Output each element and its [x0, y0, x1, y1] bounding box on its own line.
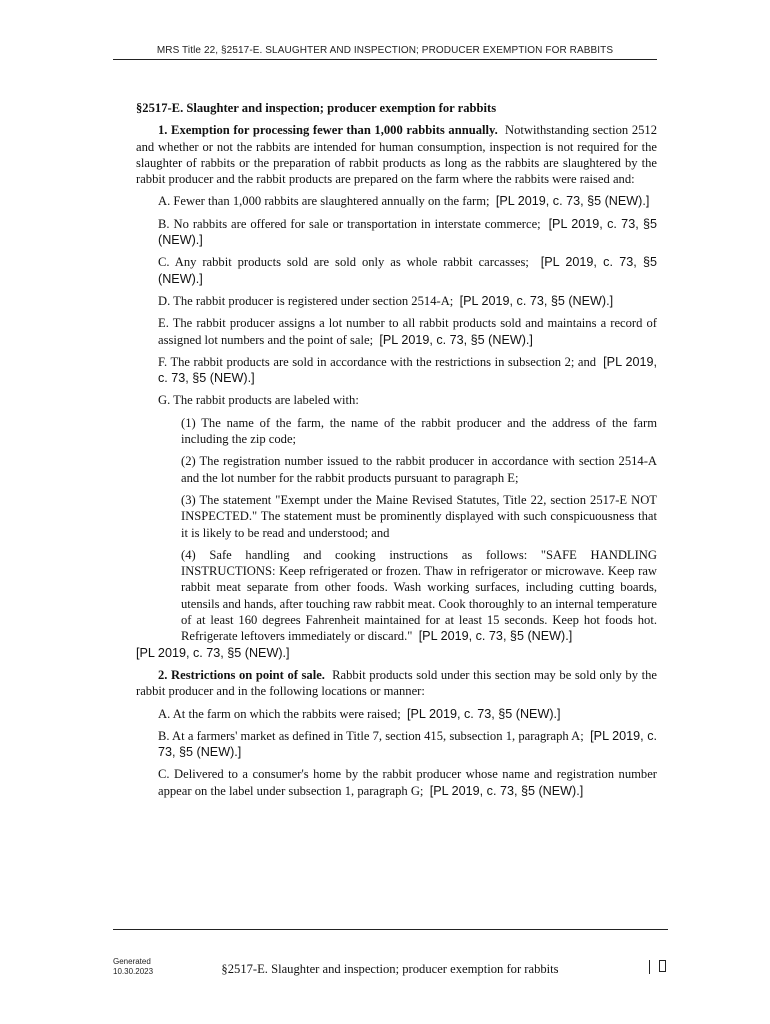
paragraph-1b — [158, 216, 657, 249]
generated-label: Generated — [113, 957, 151, 966]
paragraph-1a — [158, 193, 657, 209]
running-header: MRS Title 22, §2517-E. SLAUGHTER AND INSPECTION; PRODUCER EXEMPTION FOR RABBITS — [156, 45, 614, 56]
history-note: [PL 2019, c. 73, §5 (NEW).] — [136, 645, 290, 660]
paragraph-2b — [158, 728, 657, 761]
paragraph-1e — [158, 315, 657, 348]
paragraph-text: D. The rabbit producer is registered under section 2514-A; — [158, 293, 454, 308]
history-note: [PL 2019, c. 73, §5 (NEW).] — [158, 728, 658, 760]
footer-title: §2517-E. Slaughter and inspection; producer exemption for rabbits — [221, 962, 559, 976]
subsection-2-text: Rabbit products sold under this section may be sold only by the rabbit producer and in the following locations or manner: — [136, 667, 657, 699]
header-rule — [113, 59, 657, 60]
paragraph-1f — [158, 354, 657, 387]
paragraph-text: C. Delivered to a consumer's home by the rabbit producer whose name and registration number appear on the label under subsection 1, paragraph G; — [158, 767, 657, 798]
paragraph-text: E. The rabbit producer assigns a lot number to all rabbit products sold and maintains a record of assigned lot numbers and the point of sale; — [158, 316, 657, 347]
paragraph-text: B. At a farmers' market as defined in Title 7, section 415, subsection 1, paragraph A; — [158, 728, 584, 743]
generated-date: 10.30.2023 — [113, 967, 154, 976]
page-marker-icon — [649, 959, 669, 975]
history-note: [PL 2019, c. 73, §5 (NEW).] — [158, 354, 658, 386]
paragraph-1g — [158, 392, 657, 408]
subparagraph-text: (2) The registration number issued to the rabbit producer in accordance with section 2514-A and the lot number for the rabbit products pursuant to paragraph E; — [181, 454, 657, 485]
subsection-1-heading: 1. Exemption for processing fewer than 1,000 rabbits annually. — [158, 123, 498, 138]
history-note: [PL 2019, c. 73, §5 (NEW).] — [459, 293, 614, 308]
history-note: [PL 2019, c. 73, §5 (NEW).] — [158, 255, 657, 286]
subsection-1 — [136, 122, 657, 187]
history-note: [PL 2019, c. 73, §5 (NEW).] — [495, 194, 650, 209]
subparagraph-1 — [181, 415, 657, 448]
paragraph-text: F. The rabbit products are sold in accordance with the restrictions in subsection 2; and — [158, 354, 597, 369]
history-note: [PL 2019, c. 73, §5 (NEW).] — [379, 332, 533, 347]
generated-stamp — [113, 957, 153, 977]
paragraph-text: G. The rabbit products are labeled with: — [158, 393, 359, 408]
subsection-1-history — [136, 645, 657, 661]
page-glyph-icon — [659, 960, 666, 972]
document-body — [136, 100, 657, 799]
paragraph-text: A. At the farm on which the rabbits were raised; — [158, 706, 401, 721]
history-note: [PL 2019, c. 73, §5 (NEW).] — [158, 216, 657, 248]
subparagraph-text: (1) The name of the farm, the name of the rabbit producer and the address of the farm including the zip code; — [181, 415, 657, 447]
paragraph-text: C. Any rabbit products sold are sold only as whole rabbit carcasses; — [158, 255, 529, 270]
subparagraph-text: (3) The statement "Exempt under the Maine Revised Statutes, Title 22, section 2517-E NOT INSPECTED." The statement must be prominently displayed with such conspicuousness that it is likely to be read and understood; and — [181, 492, 657, 540]
paragraph-1c — [158, 254, 657, 287]
subparagraph-2 — [181, 453, 657, 486]
paragraph-text: A. Fewer than 1,000 rabbits are slaughtered annually on the farm; — [158, 194, 490, 209]
paragraph-2c — [158, 766, 657, 799]
subsection-1-text: Notwithstanding section 2512 and whether or not the rabbits are intended for human consumption, inspection is not required for the slaughter of rabbits or the preparation of rabbit products as long as the rabbits are slaughtered by the rabbit producer and the rabbit products are prepared on the farm where the rabbits were raised and: — [136, 123, 658, 187]
page-divider — [649, 960, 650, 974]
history-note: [PL 2019, c. 73, §5 (NEW).] — [407, 706, 561, 721]
paragraph-2a — [158, 706, 657, 722]
history-note: [PL 2019, c. 73, §5 (NEW).] — [418, 629, 573, 644]
history-note: [PL 2019, c. 73, §5 (NEW).] — [429, 783, 584, 798]
paragraph-1d — [158, 293, 657, 309]
section-title: §2517-E. Slaughter and inspection; producer exemption for rabbits — [136, 101, 497, 115]
paragraph-text: B. No rabbits are offered for sale or transportation in interstate commerce; — [158, 216, 541, 231]
subparagraph-3 — [181, 492, 657, 541]
subsection-2-heading: 2. Restrictions on point of sale. — [158, 667, 325, 682]
footer-rule — [113, 929, 668, 930]
subparagraph-4 — [181, 547, 657, 645]
subsection-2 — [136, 667, 657, 700]
subparagraph-text: (4) Safe handling and cooking instructions as follows: "SAFE HANDLING INSTRUCTIONS: Keep refrigerated or frozen. Thaw in refrigerator or microwave. Keep raw rabbit meat separate from other foods. Wash working surfaces, including cutting boards, utensils and hands, after touching raw rabbit meat. Cook thoroughly to an internal temperature of at least 160 degrees Fahrenheit maintained for at least 15 seconds. Keep hot foods hot. Refrigerate leftovers immediately or discard." — [181, 547, 657, 644]
